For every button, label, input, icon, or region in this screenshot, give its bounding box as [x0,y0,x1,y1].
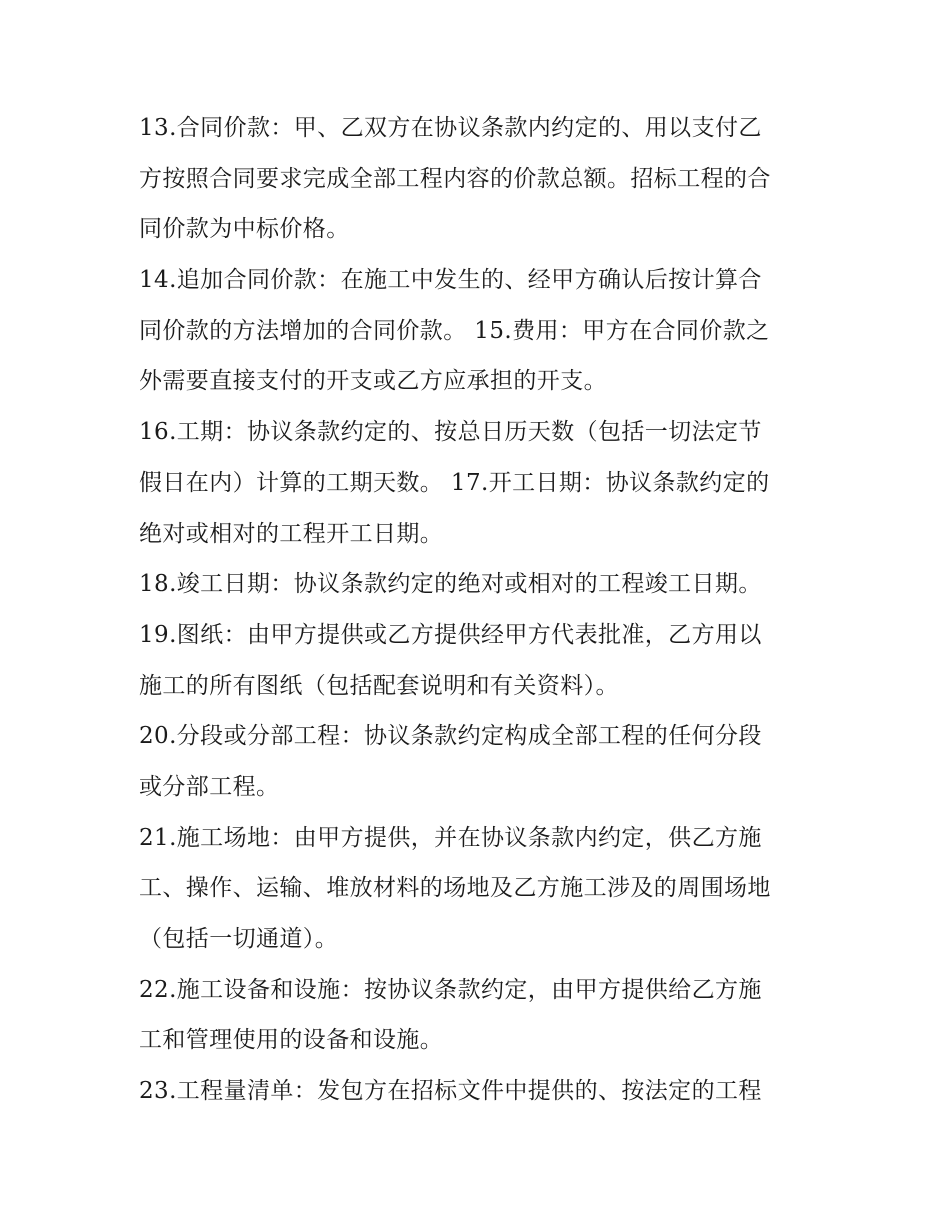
document-body [139,103,819,1117]
text-line: 施工的所有图纸（包括配套说明和有关资料）。 [139,672,619,699]
text-line: 同价款的方法增加的合同价款。 15.费用：甲方在合同价款之 [139,317,770,344]
text-line: 外需要直接支付的开支或乙方应承担的开支。 [139,368,607,395]
text-line: 13.合同价款：甲、乙双方在协议条款内约定的、用以支付乙 [139,115,762,141]
text-line: 16.工期：协议条款约定的、按总日历天数（包括一切法定节 [139,419,762,446]
text-line: 19.图纸：由甲方提供或乙方提供经甲方代表批准，乙方用以 [139,621,762,648]
text-line: 方按照合同要求完成全部工程内容的价款总额。招标工程的合 [139,165,771,192]
text-line: 或分部工程。 [139,773,280,800]
text-line: 23.工程量清单：发包方在招标文件中提供的、按法定的工程 [139,1078,762,1105]
text-line: 工、操作、运输、堆放材料的场地及乙方施工涉及的周围场地 [139,875,771,902]
text-line: 工和管理使用的设备和设施。 [139,1027,444,1054]
text-line: 同价款为中标价格。 [139,216,350,243]
text-line: 22.施工设备和设施：按协议条款约定，由甲方提供给乙方施 [139,976,762,1003]
text-line: 14.追加合同价款：在施工中发生的、经甲方确认后按计算合 [139,267,762,294]
text-line: 21.施工场地：由甲方提供，并在协议条款内约定，供乙方施 [139,824,762,851]
text-line: 20.分段或分部工程：协议条款约定构成全部工程的任何分段 [139,723,762,750]
text-line: 绝对或相对的工程开工日期。 [139,520,444,547]
text-line: 假日在内）计算的工期天数。 17.开工日期：协议条款约定的 [139,469,770,496]
text-line: 18.竣工日期：协议条款约定的绝对或相对的工程竣工日期。 [139,571,762,598]
text-line: （包括一切通道）。 [139,926,339,952]
